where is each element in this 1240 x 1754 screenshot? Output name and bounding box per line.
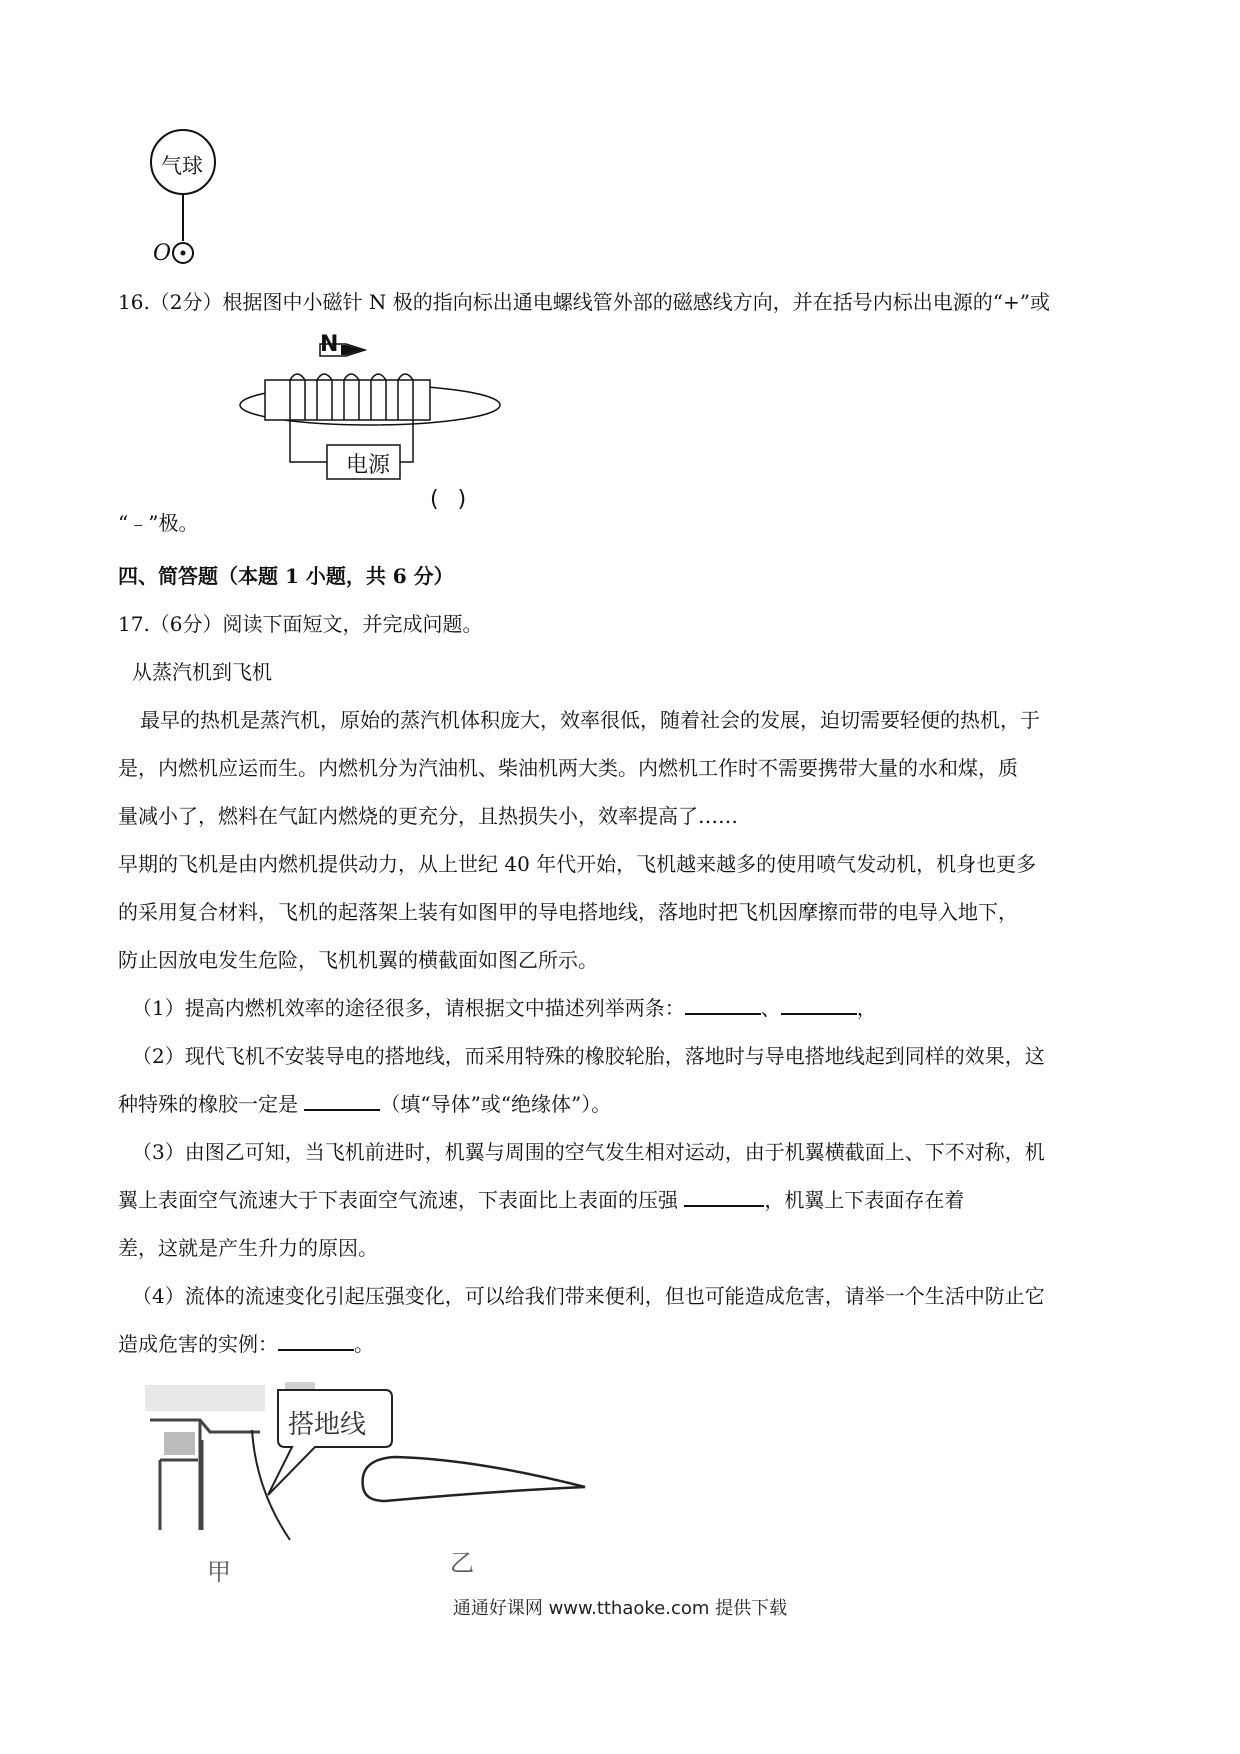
para1-line1: 最早的热机是蒸汽机，原始的蒸汽机体积庞大，效率很低，随着社会的发展，迫切需要轻便的热机，于: [140, 708, 1040, 732]
gear-top-block: [145, 1385, 265, 1411]
wing-airfoil: [363, 1457, 585, 1501]
q17-sub2-line1: （2）现代飞机不安装导电的搭地线，而采用特殊的橡胶轮胎，落地时与导电搭地线起到同样的效果，这: [132, 1044, 1045, 1068]
north-label: N: [320, 332, 339, 357]
figure-b-label: 乙: [450, 1549, 474, 1577]
sub1-sep: 、: [760, 996, 781, 1020]
q17-text: 17.（6分）阅读下面短文，并完成问题。: [118, 612, 483, 636]
gear-body-shade: [164, 1432, 195, 1455]
sub4-end: 。: [354, 1332, 374, 1356]
pivot-dot: [181, 251, 186, 256]
para2-line3: 防止因放电发生危险，飞机机翼的横截面如图乙所示。: [118, 948, 598, 972]
q17-sub1: [132, 993, 877, 1023]
q17-sub3-line3: 差，这就是产生升力的原因。: [118, 1236, 378, 1260]
ground-wire-callout-label: 搭地线: [288, 1410, 367, 1440]
section4-heading: 四、简答题（本题 1 小题，共 6 分）: [118, 564, 454, 588]
q17-sub2-line2: [118, 1089, 611, 1119]
q17-sub3-line2: [118, 1185, 964, 1215]
footer-text: 通通好课网 www.tthaoke.com 提供下载: [452, 1598, 788, 1619]
power-source-label: 电源: [346, 453, 391, 478]
answer-blank-4[interactable]: [278, 1329, 354, 1351]
answer-blank-2[interactable]: [304, 1089, 380, 1111]
q17-sub4-line1: （4）流体的流速变化引起压强变化，可以给我们带来便利，但也可能造成危害，请举一个生活中防止它: [132, 1284, 1045, 1308]
q16-text: 16.（2分）根据图中小磁针 N 极的指向标出通电螺线管外部的磁感线方向，并在括号内标出电源的“+”或: [118, 290, 1050, 314]
figure-a-label: 甲: [207, 1558, 231, 1586]
sub2-end: （填“导体”或“绝缘体”）。: [380, 1092, 612, 1116]
article-title: 从蒸汽机到飞机: [132, 660, 272, 684]
para2-line1: 早期的飞机是由内燃机提供动力，从上世纪 40 年代开始，飞机越来越多的使用喷气发动机，机身也更多: [118, 852, 1037, 876]
q16-text-cont: “﹣”极。: [118, 511, 199, 535]
polarity-bracket: ( ): [430, 487, 473, 512]
origin-label: O: [153, 241, 172, 266]
para2-line2: 的采用复合材料，飞机的起落架上装有如图甲的导电搭地线，落地时把飞机因摩擦而带的电导入地下，: [118, 900, 1018, 924]
wing-crosssection-figure: [355, 1445, 595, 1515]
answer-blank-1a[interactable]: [685, 993, 761, 1015]
sub2-start: 种特殊的橡胶一定是: [118, 1092, 298, 1116]
balloon-label: 气球: [161, 154, 203, 178]
answer-blank-1b[interactable]: [781, 993, 857, 1015]
para1-line2: 是，内燃机应运而生。内燃机分为汽油机、柴油机两大类。内燃机工作时不需要携带大量的水和煤，质: [118, 756, 1018, 780]
sub3-end: ，机翼上下表面存在着: [764, 1188, 965, 1212]
answer-blank-3[interactable]: [684, 1185, 764, 1207]
sub1-end: ，: [856, 996, 877, 1020]
q17-sub4-line2: [118, 1329, 374, 1359]
para1-line3: 量减小了，燃料在气缸内燃烧的更充分，且热损失小，效率提高了……: [118, 804, 738, 828]
q17-sub3-line1: （3）由图乙可知，当飞机前进时，机翼与周围的空气发生相对运动，由于机翼横截面上、下不对称，机: [132, 1140, 1045, 1164]
sub4-start: 造成危害的实例：: [118, 1332, 278, 1356]
sub1-text: （1）提高内燃机效率的途径很多，请根据文中描述列举两条：: [132, 996, 685, 1020]
sub3-start: 翼上表面空气流速大于下表面空气流速，下表面比上表面的压强: [118, 1188, 678, 1212]
solenoid-figure: [235, 340, 535, 530]
